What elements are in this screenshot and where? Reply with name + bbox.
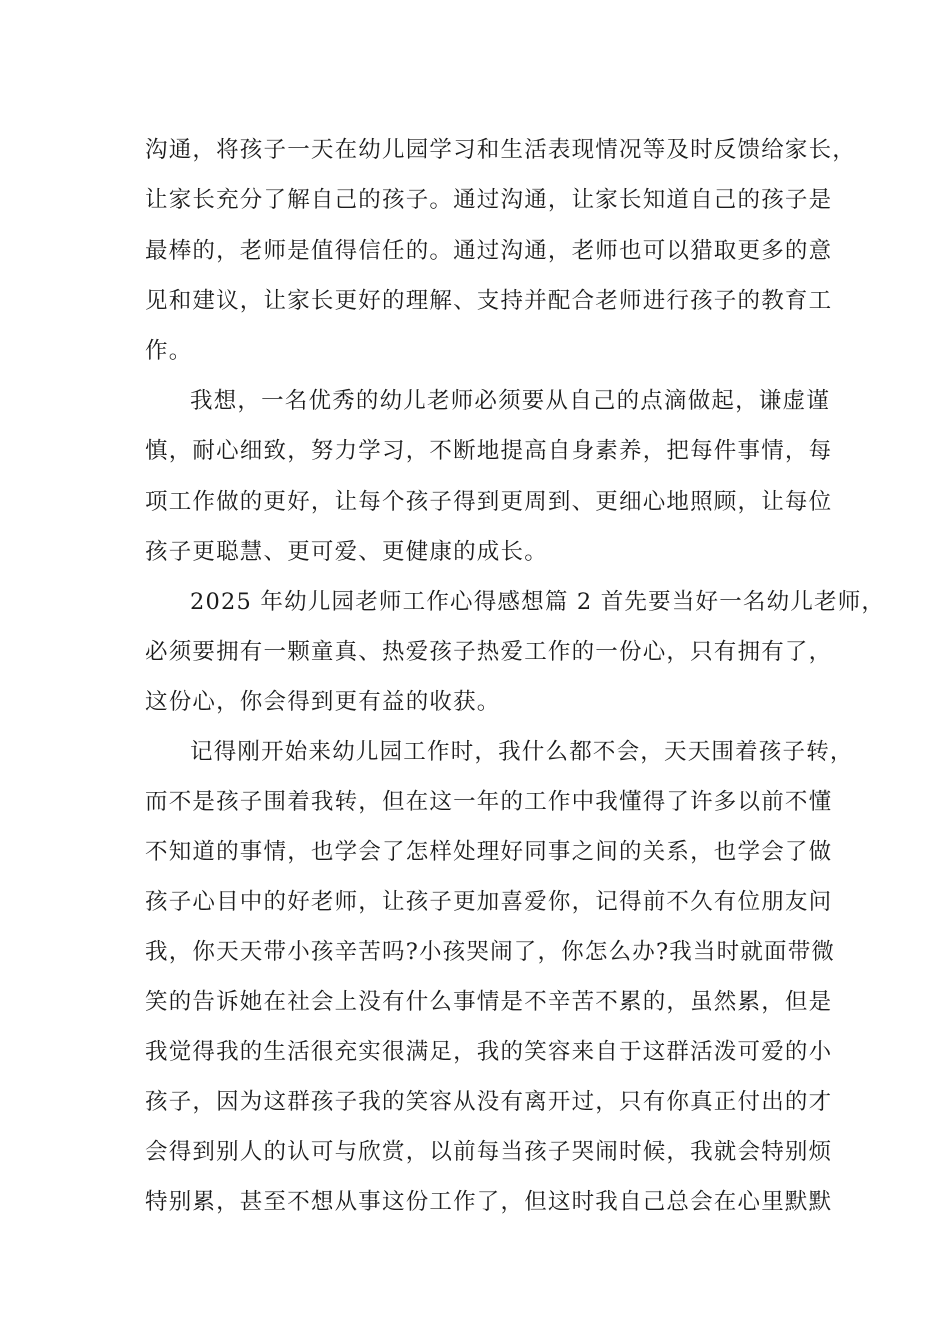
paragraph-first-line: 2025 年幼儿园老师工作心得感想篇 2 首先要当好一名幼儿老师，	[190, 589, 886, 615]
text-line: 而不是孩子围着我转，但在这一年的工作中我懂得了许多以前不懂	[145, 789, 833, 815]
text-line: 这份心，你会得到更有益的收获。	[145, 689, 501, 715]
paragraph-first-line: 我想，一名优秀的幼儿老师必须要从自己的点滴做起，谦虚谨	[190, 388, 830, 414]
text-line: 我，你天天带小孩辛苦吗?小孩哭闹了，你怎么办?我当时就面带微	[145, 939, 836, 965]
text-line: 必须要拥有一颗童真、热爱孩子热爱工作的一份心，只有拥有了，	[145, 639, 833, 665]
text-line: 孩子，因为这群孩子我的笑容从没有离开过，只有你真正付出的才	[145, 1089, 833, 1115]
text-line: 孩子心目中的好老师，让孩子更加喜爱你，记得前不久有位朋友问	[145, 889, 833, 915]
text-line: 项工作做的更好，让每个孩子得到更周到、更细心地照顾，让每位	[145, 489, 833, 515]
text-line: 我觉得我的生活很充实很满足，我的笑容来自于这群活泼可爱的小	[145, 1039, 833, 1065]
text-line: 不知道的事情，也学会了怎样处理好同事之间的关系，也学会了做	[145, 839, 833, 865]
text-line: 孩子更聪慧、更可爱、更健康的成长。	[145, 539, 548, 565]
text-line: 笑的告诉她在社会上没有什么事情是不辛苦不累的，虽然累，但是	[145, 989, 833, 1015]
text-line: 最棒的，老师是值得信任的。通过沟通，老师也可以猎取更多的意	[145, 238, 833, 264]
text-line: 沟通，将孩子一天在幼儿园学习和生活表现情况等及时反馈给家长，	[145, 137, 857, 163]
text-line: 作。	[145, 338, 193, 364]
text-line: 让家长充分了解自己的孩子。通过沟通，让家长知道自己的孩子是	[145, 187, 833, 213]
paragraph-first-line: 记得刚开始来幼儿园工作时，我什么都不会，天天围着孩子转，	[190, 739, 854, 765]
text-line: 会得到别人的认可与欣赏，以前每当孩子哭闹时候，我就会特别烦	[145, 1139, 833, 1165]
text-line: 见和建议，让家长更好的理解、支持并配合老师进行孩子的教育工	[145, 288, 833, 314]
text-line: 特别累，甚至不想从事这份工作了，但这时我自己总会在心里默默	[145, 1189, 833, 1215]
text-line: 慎，耐心细致，努力学习，不断地提高自身素养，把每件事情，每	[145, 438, 833, 464]
